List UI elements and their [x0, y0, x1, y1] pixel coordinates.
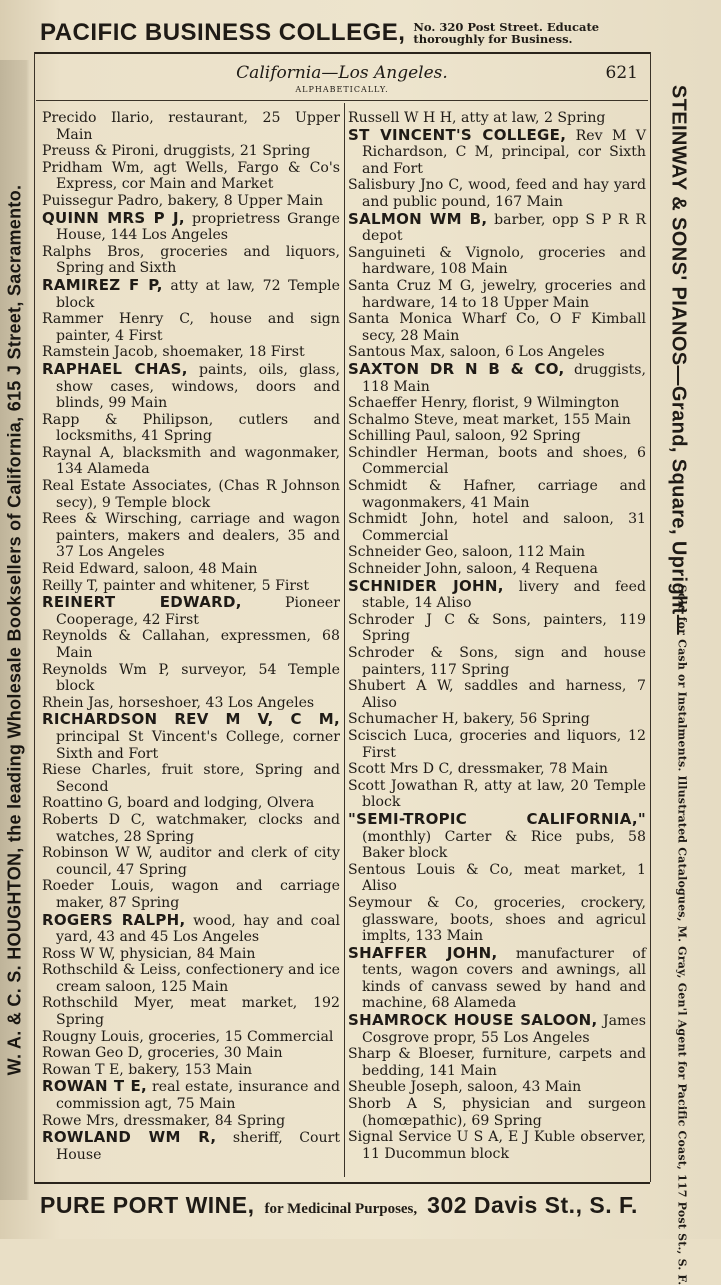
- bottom-advertisement-banner: [40, 1192, 650, 1226]
- entry-text: Rhein Jas, horseshoer, 43 Los Angeles: [42, 694, 315, 711]
- bottom-banner-part3: 302 Davis St., S. F.: [427, 1192, 638, 1218]
- frame-right-rule: [650, 52, 651, 1182]
- entry-text: Robinson W W, auditor and clerk of city council, 47 Spring: [42, 845, 340, 878]
- directory-entry: [348, 177, 646, 210]
- entry-text: Raynal A, blacksmith and wagonmaker, 134 Alameda: [42, 444, 340, 478]
- entry-text: Reynolds & Callahan, expressmen, 68 Main: [42, 628, 340, 661]
- entry-text: Schilling Paul, saloon, 92 Spring: [348, 428, 581, 445]
- entry-text: Pioneer Cooperage, 42 First: [56, 595, 340, 628]
- directory-entry: [42, 628, 340, 661]
- frame-left-rule: [34, 52, 35, 1182]
- left-listing-column: [42, 110, 340, 1163]
- directory-entry: [42, 160, 340, 193]
- page-title: California—Los Angeles.: [236, 63, 448, 83]
- directory-entry: [42, 995, 340, 1028]
- directory-entry: [348, 445, 646, 478]
- entry-bold-name: QUINN MRS P J,: [42, 208, 185, 227]
- directory-entry: [348, 761, 646, 778]
- directory-entry: [42, 594, 340, 628]
- entry-text: Sciscich Luca, groceries and liquors, 12 First: [348, 727, 646, 761]
- directory-entry: [348, 1096, 646, 1129]
- entry-text: Rothschild Myer, meat market, 192 Spring: [42, 995, 340, 1029]
- directory-entry: [348, 1046, 646, 1079]
- entry-text: Ralphs Bros, groceries and liquors, Spring and Sixth: [42, 243, 340, 277]
- entry-bold-name: "SEMI-TROPIC CALIFORNIA,": [348, 809, 646, 828]
- entry-text: Riese Charles, fruit store, Spring and Second: [42, 762, 340, 795]
- directory-entry: [348, 1079, 646, 1096]
- entry-text: Rougny Louis, groceries, 15 Commercial: [42, 1028, 334, 1045]
- directory-entry: [348, 478, 646, 511]
- entry-text: Rev M V Richardson, C M, principal, cor Sixth and Fort: [362, 127, 646, 177]
- page-number: 621: [605, 63, 638, 83]
- entry-text: Sanguineti & Vignolo, groceries and hardware, 108 Main: [348, 244, 646, 278]
- directory-entry: [348, 578, 646, 612]
- directory-entry: [42, 511, 340, 561]
- column-divider: [344, 103, 345, 1177]
- entry-text: Reynolds Wm P, surveyor, 54 Temple block: [42, 661, 340, 695]
- entry-text: Shorb A S, physician and surgeon (homœpathic), 69 Spring: [348, 1096, 646, 1129]
- entry-bold-name: RICHARDSON REV M V, C M,: [42, 710, 340, 729]
- directory-entry: [42, 578, 340, 595]
- directory-entry: [42, 711, 340, 762]
- entry-text: Rothschild & Leiss, confectionery and ice cream saloon, 125 Main: [42, 962, 340, 995]
- directory-entry: [348, 645, 646, 678]
- entry-text: Sentous Louis & Co, meat market, 1 Aliso: [348, 861, 646, 895]
- directory-entry: [42, 1045, 340, 1062]
- directory-entry: [348, 110, 646, 127]
- entry-text: real estate, insurance and commission agt, 75 Main: [56, 1079, 340, 1113]
- entry-text: Rowan Geo D, groceries, 30 Main: [42, 1045, 283, 1062]
- directory-entry: [42, 344, 340, 361]
- directory-entry: [348, 862, 646, 895]
- entry-text: Rowan T E, bakery, 153 Main: [42, 1061, 253, 1078]
- header-rule: [36, 100, 648, 101]
- entry-text: Sharp & Bloeser, furniture, carpets and bedding, 141 Main: [348, 1046, 646, 1079]
- entry-text: barber, opp S P R R depot: [362, 211, 646, 245]
- directory-entry: [348, 395, 646, 412]
- directory-entry: [42, 795, 340, 812]
- directory-entry: [348, 811, 646, 862]
- top-banner-side-line2: thoroughly for Business.: [413, 32, 573, 46]
- entry-text: Schalmo Steve, meat market, 155 Main: [348, 411, 631, 428]
- entry-bold-name: ROWLAND WM R,: [42, 1128, 217, 1147]
- directory-entry: [42, 193, 340, 210]
- bottom-banner-part1: PURE PORT WINE,: [40, 1192, 255, 1218]
- entry-text: livery and feed stable, 14 Aliso: [362, 578, 646, 612]
- directory-entry: [348, 278, 646, 311]
- entry-text: principal St Vincent's College, corner Sixth and Fort: [56, 728, 340, 762]
- entry-text: Rapp & Philipson, cutlers and locksmiths, 41 Spring: [42, 411, 340, 445]
- entry-text: Ross W W, physician, 84 Main: [42, 945, 256, 962]
- directory-entry: [348, 678, 646, 711]
- entry-text: Schneider Geo, saloon, 112 Main: [348, 544, 586, 561]
- right-listing-column: [348, 110, 646, 1162]
- entry-bold-name: SCHNIDER JOHN,: [348, 576, 504, 595]
- entry-text: atty at law, 72 Temple block: [56, 277, 340, 311]
- entry-text: proprietress Grange House, 144 Los Angeles: [56, 210, 340, 244]
- entry-text: Schumacher H, bakery, 56 Spring: [348, 711, 590, 728]
- entry-text: Reilly T, painter and whitener, 5 First: [42, 577, 310, 594]
- entry-text: Rowe Mrs, dressmaker, 84 Spring: [42, 1112, 286, 1129]
- directory-entry: [42, 946, 340, 963]
- directory-entry: [42, 361, 340, 412]
- entry-text: Schmidt John, hotel and saloon, 31 Commercial: [348, 511, 646, 544]
- directory-entry: [42, 695, 340, 712]
- directory-entry: [348, 412, 646, 429]
- left-margin-advertisement: W. A. & C. S. HOUGHTON, the leading Wholesale Booksellers of California, 615 J Street, Sacramento.: [4, 184, 25, 1076]
- directory-entry: [42, 277, 340, 311]
- directory-entry: [348, 511, 646, 544]
- directory-entry: [42, 912, 340, 946]
- entry-bold-name: SHAMROCK HOUSE SALOON,: [348, 1011, 598, 1030]
- entry-text: Santa Cruz M G, jewelry, groceries and hardware, 14 to 18 Upper Main: [348, 277, 646, 311]
- directory-entry: [42, 962, 340, 995]
- directory-entry: [42, 1062, 340, 1079]
- right-margin-advertisement-sub: Sold for Cash or Instalments. Illustrated Catalogues, M. Gray, Gen'l Agent for Pacific Coast, 117 Post St., S. F.: [675, 584, 689, 1285]
- directory-entry: [42, 110, 340, 143]
- entry-text: Schaeffer Henry, florist, 9 Wilmington: [348, 395, 620, 412]
- entry-text: James Cosgrove propr, 55 Los Angeles: [362, 1013, 646, 1046]
- directory-entry: [42, 1029, 340, 1046]
- top-banner-main: PACIFIC BUSINESS COLLEGE,: [40, 19, 406, 46]
- entry-text: manufacturer of tents, wagon covers and awnings, all kinds of canvass sewed by hand and machine, 68 Alameda: [362, 945, 646, 1012]
- directory-entry: [348, 945, 646, 1012]
- entry-bold-name: RAMIREZ F P,: [42, 275, 163, 294]
- entry-text: Roattino G, board and lodging, Olvera: [42, 795, 315, 812]
- entry-text: (monthly) Carter & Rice pubs, 58 Baker block: [362, 828, 646, 862]
- directory-entry: [348, 561, 646, 578]
- top-advertisement-banner: [40, 18, 640, 48]
- entry-text: Santa Monica Wharf Co, O F Kimball secy, 28 Main: [348, 311, 646, 344]
- right-margin-advertisement: STEINWAY & SONS' PIANOS—Grand, Square, Upright—: [667, 84, 690, 636]
- entry-text: Precido Ilario, restaurant, 25 Upper Main: [42, 110, 340, 143]
- entry-text: druggists, 118 Main: [362, 361, 646, 395]
- entry-text: Seymour & Co, groceries, crockery, glassware, boots, shoes and agricul implts, 133 Main: [348, 894, 646, 945]
- entry-text: Schroder & Sons, sign and house painters, 117 Spring: [348, 645, 646, 678]
- entry-text: Salisbury Jno C, wood, feed and hay yard and public pound, 167 Main: [348, 177, 646, 210]
- directory-entry: [348, 1012, 646, 1046]
- directory-entry: [42, 1113, 340, 1130]
- entry-text: Pridham Wm, agt Wells, Fargo & Co's Express, cor Main and Market: [42, 159, 340, 193]
- entry-bold-name: SHAFFER JOHN,: [348, 943, 498, 962]
- directory-entry: [348, 127, 646, 178]
- entry-bold-name: SAXTON DR N B & CO,: [348, 359, 565, 378]
- directory-entry: [42, 561, 340, 578]
- top-banner-side-line1: No. 320 Post Street. Educate: [413, 20, 600, 34]
- directory-entry: [42, 878, 340, 911]
- directory-entry: [42, 244, 340, 277]
- directory-entry: [348, 895, 646, 945]
- entry-text: paints, oils, glass, show cases, windows, doors and blinds, 99 Main: [56, 361, 341, 412]
- entry-bold-name: SALMON WM B,: [348, 209, 488, 228]
- top-banner-side: [413, 21, 599, 45]
- page-subtitle: ALPHABETICALLY.: [295, 85, 389, 94]
- entry-text: Schneider John, saloon, 4 Requena: [348, 561, 598, 578]
- directory-entry: [348, 544, 646, 561]
- entry-bold-name: ROGERS RALPH,: [42, 910, 186, 929]
- entry-text: Preuss & Pironi, druggists, 21 Spring: [42, 143, 311, 160]
- directory-entry: [42, 445, 340, 478]
- entry-text: Puissegur Padro, bakery, 8 Upper Main: [42, 192, 324, 209]
- entry-text: Schroder J C & Sons, painters, 119 Spring: [348, 611, 646, 645]
- directory-entry: [42, 311, 340, 344]
- directory-entry: [42, 412, 340, 445]
- bottom-banner-part2: for Medicinal Purposes,: [264, 1201, 418, 1217]
- directory-entry: [42, 1078, 340, 1112]
- directory-entry: [42, 143, 340, 160]
- entry-text: Real Estate Associates, (Chas R Johnson secy), 9 Temple block: [42, 478, 340, 511]
- directory-entry: [42, 762, 340, 795]
- directory-entry: [42, 1129, 340, 1163]
- entry-text: Schindler Herman, boots and shoes, 6 Commercial: [348, 444, 646, 478]
- directory-entry: [348, 728, 646, 761]
- directory-entry: [348, 245, 646, 278]
- entry-text: Rammer Henry C, house and sign painter, 4 First: [42, 311, 340, 344]
- entry-text: Roberts D C, watchmaker, clocks and watches, 28 Spring: [42, 811, 340, 845]
- directory-entry: [348, 612, 646, 645]
- entry-bold-name: REINERT EDWARD,: [42, 593, 242, 612]
- entry-text: Ramstein Jacob, shoemaker, 18 First: [42, 344, 305, 361]
- entry-text: Sheuble Joseph, saloon, 43 Main: [348, 1079, 582, 1096]
- entry-text: Russell W H H, atty at law, 2 Spring: [348, 110, 606, 126]
- directory-entry: [42, 478, 340, 511]
- entry-text: wood, hay and coal yard, 43 and 45 Los Angeles: [56, 912, 340, 946]
- directory-entry: [348, 344, 646, 361]
- entry-bold-name: ST VINCENT'S COLLEGE,: [348, 125, 567, 144]
- entry-bold-name: RAPHAEL CHAS,: [42, 359, 188, 378]
- entry-text: Rees & Wirsching, carriage and wagon painters, makers and dealers, 35 and 37 Los Angeles: [42, 511, 340, 561]
- entry-text: Roeder Louis, wagon and carriage maker, 87 Spring: [42, 878, 340, 911]
- entry-text: Scott Jowathan R, atty at law, 20 Temple block: [348, 777, 646, 811]
- directory-entry: [42, 662, 340, 695]
- entry-text: Shubert A W, saddles and harness, 7 Aliso: [348, 678, 646, 711]
- page-header: [36, 60, 648, 100]
- directory-entry: [42, 845, 340, 878]
- directory-entry: [348, 311, 646, 344]
- directory-entry: [348, 1129, 646, 1162]
- directory-entry: [348, 428, 646, 445]
- directory-entry: [348, 211, 646, 245]
- directory-entry: [348, 711, 646, 728]
- entry-text: Reid Edward, saloon, 48 Main: [42, 561, 258, 578]
- entry-text: sheriff, Court House: [56, 1130, 340, 1163]
- entry-text: Schmidt & Hafner, carriage and wagonmakers, 41 Main: [348, 478, 646, 511]
- directory-entry: [42, 210, 340, 244]
- entry-text: Signal Service U S A, E J Kuble observer, 11 Ducommun block: [348, 1129, 646, 1162]
- directory-entry: [42, 812, 340, 845]
- entry-bold-name: ROWAN T E,: [42, 1077, 148, 1096]
- directory-entry: [348, 778, 646, 811]
- directory-entry: [348, 361, 646, 395]
- entry-text: Scott Mrs D C, dressmaker, 78 Main: [348, 761, 608, 778]
- entry-text: Santous Max, saloon, 6 Los Angeles: [348, 344, 605, 361]
